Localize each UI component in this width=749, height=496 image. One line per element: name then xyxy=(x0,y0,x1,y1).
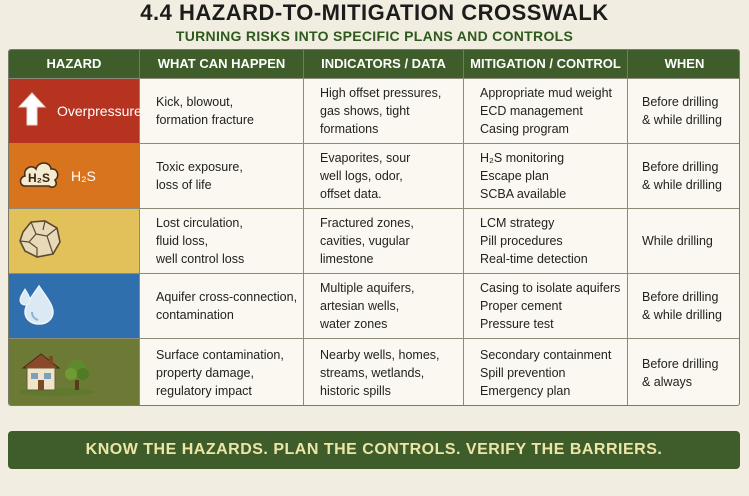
happen-cell: Kick, blowout, formation fracture xyxy=(140,79,304,143)
table-header-row xyxy=(9,50,740,78)
indicators-cell: Fractured zones, cavities, vugular limestone xyxy=(304,209,464,273)
indicators-cell: High offset pressures, gas shows, tight formations xyxy=(304,79,464,143)
happen-cell: Toxic exposure, loss of life xyxy=(140,144,304,208)
house-icon xyxy=(17,346,97,401)
mitigation-cell: Secondary containment Spill prevention Emergency plan xyxy=(464,339,628,406)
hazard-cell xyxy=(9,79,140,143)
fractured-rock-icon xyxy=(17,218,63,265)
hazard-label: H₂S xyxy=(71,168,96,184)
page-title: 4.4 HAZARD-TO-MITIGATION CROSSWALK xyxy=(140,0,609,25)
mitigation-cell: H₂S monitoring Escape plan SCBA available xyxy=(464,144,628,208)
indicators-cell: Multiple aquifers, artesian wells, water zones xyxy=(304,274,464,338)
indicators-cell: Evaporites, sour well logs, odor, offset data. xyxy=(304,144,464,208)
column-header-indicators: INDICATORS / DATA xyxy=(304,50,464,78)
table-row xyxy=(9,143,740,208)
mitigation-cell: Casing to isolate aquifers Proper cement Pressure test xyxy=(464,274,628,338)
footer-banner: KNOW THE HAZARDS. PLAN THE CONTROLS. VERIFY THE BARRIERS. xyxy=(8,431,740,469)
svg-text:H₂S: H₂S xyxy=(27,170,51,185)
page-subtitle: TURNING RISKS INTO SPECIFIC PLANS AND CONTROLS xyxy=(175,28,574,44)
column-header-when: WHEN xyxy=(664,56,705,71)
when-cell: Before drilling & while drilling xyxy=(642,95,722,127)
h2s-cloud-icon xyxy=(17,156,61,197)
table-row xyxy=(9,338,740,406)
up-arrow-icon xyxy=(17,91,47,132)
table-row xyxy=(9,208,740,273)
when-cell: Before drilling & while drilling xyxy=(642,160,722,192)
when-cell: Before drilling & while drilling xyxy=(642,290,722,322)
happen-cell: Lost circulation, fluid loss, well control loss xyxy=(140,209,304,273)
column-header-mitigation: MITIGATION / CONTROL xyxy=(464,50,628,78)
column-header-what-can-happen: WHAT CAN HAPPEN xyxy=(140,50,304,78)
happen-cell: Aquifer cross-connection, contamination xyxy=(140,274,304,338)
table-row xyxy=(9,78,740,143)
hazard-label: Overpressure xyxy=(57,103,142,119)
when-cell: While drilling xyxy=(642,234,713,248)
hazard-cell xyxy=(9,144,140,208)
hazard-cell xyxy=(9,274,140,338)
happen-cell: Surface contamination, property damage, regulatory impact xyxy=(140,339,304,406)
mitigation-cell: LCM strategy Pill procedures Real-time detection xyxy=(464,209,628,273)
when-cell: Before drilling & always xyxy=(642,357,719,389)
mitigation-cell: Appropriate mud weight ECD management Casing program xyxy=(464,79,628,143)
hazard-cell xyxy=(9,209,140,273)
hazard-cell xyxy=(9,339,140,406)
indicators-cell: Nearby wells, homes, streams, wetlands, historic spills xyxy=(304,339,464,406)
column-header-hazard: HAZARD xyxy=(9,50,140,78)
table-row xyxy=(9,273,740,338)
water-drop-icon xyxy=(17,282,57,331)
crosswalk-table xyxy=(8,49,740,406)
